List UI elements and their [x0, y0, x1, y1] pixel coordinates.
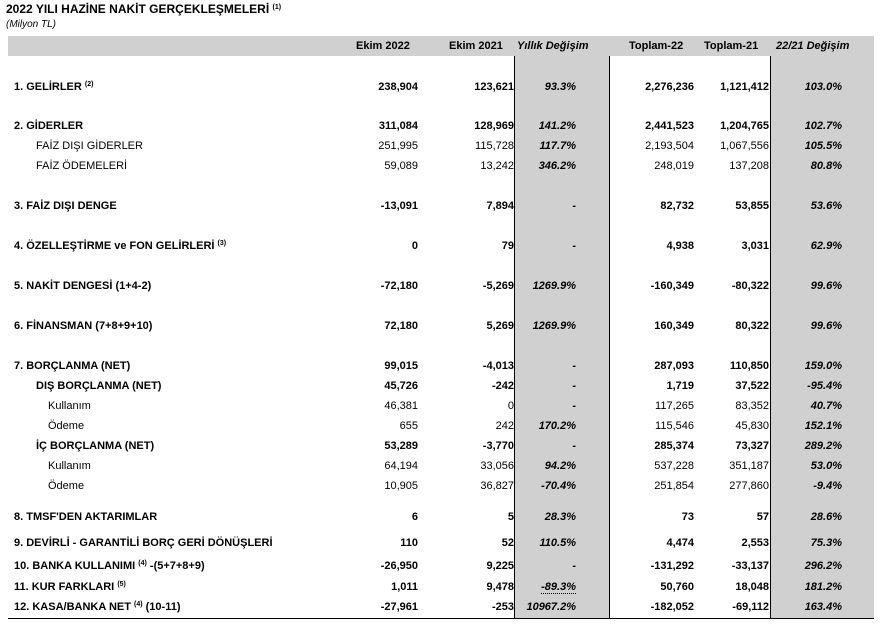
cell-toplam-22: 285,374 [654, 440, 694, 452]
cell-yearly-change: 346.2% [538, 160, 576, 172]
cell-ekim-2022: 53,289 [384, 440, 418, 452]
cell-toplam-22: 2,441,523 [645, 120, 694, 132]
cell-yearly-change: 1269.9% [532, 320, 576, 332]
cell-toplam-21: 53,855 [735, 200, 769, 212]
table-row [0, 420, 882, 436]
header-22-21-change: 22/21 Değişim [776, 40, 850, 52]
cell-ekim-2021: 115,728 [475, 140, 514, 152]
row-label: 9. DEVİRLİ - GARANTİLİ BORÇ GERİ DÖNÜŞLERİ [14, 537, 273, 549]
table-row [0, 280, 882, 296]
cell-ekim-2021: 7,894 [486, 200, 514, 212]
cell-ekim-2021: 0 [507, 400, 514, 412]
cell-toplam-22: 1,719 [666, 380, 694, 392]
cell-22-21-change: 163.4% [804, 601, 842, 613]
cell-ekim-2022: -13,091 [380, 200, 418, 212]
header-ekim-2021: Ekim 2021 [449, 40, 503, 52]
cell-toplam-21: -69,112 [732, 601, 769, 613]
cell-22-21-change: 40.7% [810, 400, 842, 412]
cell-toplam-22: -160,349 [650, 280, 694, 292]
cell-22-21-change: 99.6% [810, 320, 842, 332]
table-row [0, 460, 882, 476]
cell-22-21-change: 62.9% [810, 240, 842, 252]
table-row [0, 537, 882, 553]
table-row [0, 140, 882, 156]
cell-ekim-2022: 655 [399, 420, 418, 432]
cell-toplam-22: 248,019 [654, 160, 694, 172]
cell-22-21-change: 296.2% [804, 560, 842, 572]
cell-toplam-22: 251,854 [654, 480, 694, 492]
cell-ekim-2022: 10,905 [384, 480, 418, 492]
cell-22-21-change: 75.3% [810, 537, 842, 549]
cell-toplam-21: 18,048 [735, 581, 769, 593]
header-yearly-change: Yıllık Değişim [517, 40, 589, 52]
cell-ekim-2021: 33,056 [480, 460, 514, 472]
cell-toplam-21: -80,322 [731, 280, 769, 292]
cell-ekim-2022: 64,194 [384, 460, 418, 472]
row-label: 11. KUR FARKLARI $^{(5)}$ [14, 581, 126, 593]
cell-22-21-change: 105.5% [804, 140, 842, 152]
cell-22-21-change: 53.6% [810, 200, 842, 212]
row-label: Ödeme [48, 480, 85, 492]
cell-22-21-change: 53.0% [810, 460, 842, 472]
cell-ekim-2022: 0 [411, 240, 418, 252]
table-row [0, 320, 882, 336]
cell-ekim-2021: -4,013 [482, 360, 514, 372]
row-label: İÇ BORÇLANMA (NET) [36, 440, 155, 452]
cell-yearly-change: -89.3% [541, 581, 576, 593]
cell-toplam-22: 2,276,236 [645, 81, 694, 93]
cell-yearly-change: 141.2% [538, 120, 576, 132]
cell-ekim-2022: -26,950 [380, 560, 418, 572]
cell-toplam-21: 73,327 [735, 440, 769, 452]
cell-ekim-2021: 79 [501, 240, 514, 252]
cell-toplam-22: 287,093 [654, 360, 694, 372]
table-row [0, 480, 882, 496]
row-label: 1. GELİRLER $^{(2)}$ [14, 81, 94, 93]
table-row [0, 120, 882, 136]
table-row [0, 160, 882, 176]
cell-yearly-change: - [572, 240, 576, 252]
header-toplam-21: Toplam-21 [704, 40, 759, 52]
cell-toplam-22: 117,265 [655, 400, 694, 412]
cell-yearly-change: 1269.9% [532, 280, 576, 292]
cell-ekim-2021: 5,269 [486, 320, 514, 332]
table-row [0, 81, 882, 97]
cell-yearly-change: 28.3% [544, 511, 576, 523]
cell-toplam-21: 2,553 [741, 537, 769, 549]
cell-toplam-22: 537,228 [654, 460, 694, 472]
cell-ekim-2021: 9,225 [486, 560, 514, 572]
row-label: 6. FİNANSMAN (7+8+9+10) [14, 320, 153, 332]
cell-yearly-change: - [572, 360, 576, 372]
cell-toplam-21: 57 [756, 511, 769, 523]
cell-yearly-change: 10967.2% [526, 601, 576, 613]
cell-ekim-2022: 72,180 [384, 320, 418, 332]
cell-ekim-2021: -3,770 [482, 440, 514, 452]
table-row [0, 581, 882, 597]
cell-ekim-2021: 9,478 [486, 581, 514, 593]
cell-ekim-2022: -72,180 [380, 280, 418, 292]
cell-yearly-change: - [572, 200, 576, 212]
cell-yearly-change: 170.2% [538, 420, 576, 432]
cell-toplam-21: 45,830 [735, 420, 769, 432]
cell-toplam-21: 1,067,556 [720, 140, 769, 152]
cell-toplam-22: -182,052 [650, 601, 694, 613]
row-label: Kullanım [48, 400, 91, 412]
cell-ekim-2022: 6 [411, 511, 418, 523]
cell-22-21-change: 99.6% [810, 280, 842, 292]
cell-yearly-change: 94.2% [544, 460, 576, 472]
cell-toplam-21: -33,137 [731, 560, 769, 572]
row-label: 7. BORÇLANMA (NET) [14, 360, 131, 372]
cell-ekim-2021: 13,242 [480, 160, 514, 172]
cell-22-21-change: 159.0% [804, 360, 842, 372]
cell-ekim-2021: 52 [501, 537, 514, 549]
row-label: Kullanım [48, 460, 91, 472]
cell-toplam-21: 1,121,412 [720, 81, 769, 93]
cell-ekim-2022: 99,015 [384, 360, 418, 372]
cell-ekim-2021: -242 [491, 380, 514, 392]
cell-toplam-22: 2,193,504 [645, 140, 694, 152]
row-label: 8. TMSF'DEN AKTARIMLAR [14, 511, 158, 523]
page-title: 2022 YILI HAZİNE NAKİT GERÇEKLEŞMELERİ $^{(1)}$ [6, 2, 282, 16]
cell-ekim-2021: -253 [491, 601, 514, 613]
cell-22-21-change: 103.0% [804, 81, 842, 93]
cell-yearly-change: 110.5% [539, 537, 576, 549]
cell-toplam-22: 4,938 [666, 240, 694, 252]
cell-ekim-2021: 123,621 [474, 81, 514, 93]
table-row [0, 511, 882, 527]
cell-toplam-21: 277,860 [729, 480, 769, 492]
cell-toplam-22: 50,760 [660, 581, 694, 593]
cell-ekim-2022: 251,995 [378, 140, 418, 152]
cell-22-21-change: 181.2% [804, 581, 842, 593]
cell-ekim-2022: 46,381 [384, 400, 418, 412]
cell-toplam-21: 83,352 [735, 400, 769, 412]
cell-ekim-2021: -5,269 [482, 280, 514, 292]
cell-yearly-change: - [572, 400, 576, 412]
cell-yearly-change: 93.3% [544, 81, 576, 93]
cell-ekim-2021: 5 [507, 511, 514, 523]
table-row [0, 601, 882, 617]
table-row [0, 400, 882, 416]
cell-ekim-2022: -27,961 [380, 601, 418, 613]
row-label: 4. ÖZELLEŞTİRME ve FON GELİRLERİ $^{(3)}$ [14, 240, 227, 252]
cell-toplam-21: 110,850 [729, 360, 769, 372]
table-row [0, 200, 882, 216]
header-ekim-2022: Ekim 2022 [356, 40, 410, 52]
cell-ekim-2021: 36,827 [480, 480, 514, 492]
table-row [0, 360, 882, 376]
cell-toplam-22: 4,474 [666, 537, 694, 549]
cell-22-21-change: 289.2% [804, 440, 842, 452]
cell-yearly-change: - [572, 440, 576, 452]
cell-toplam-21: 137,208 [729, 160, 769, 172]
cell-ekim-2022: 1,011 [391, 581, 418, 593]
row-label: 2. GİDERLER [14, 120, 84, 132]
row-label: 5. NAKİT DENGESİ (1+4-2) [14, 280, 152, 292]
cell-ekim-2022: 45,726 [384, 380, 418, 392]
table-row [0, 240, 882, 256]
cell-ekim-2021: 242 [495, 420, 514, 432]
cell-22-21-change: 80.8% [810, 160, 842, 172]
table-row [0, 380, 882, 396]
cell-toplam-21: 351,187 [729, 460, 769, 472]
cell-ekim-2022: 238,904 [378, 81, 418, 93]
cell-22-21-change: -95.4% [807, 380, 842, 392]
cell-toplam-22: 160,349 [654, 320, 694, 332]
cell-22-21-change: -9.4% [813, 480, 842, 492]
row-label: 12. KASA/BANKA NET $^{(4)}$ (10-11) [14, 601, 181, 613]
cell-22-21-change: 28.6% [810, 511, 842, 523]
row-label: DIŞ BORÇLANMA (NET) [36, 380, 162, 392]
cell-yearly-change: - [572, 380, 576, 392]
header-toplam-22: Toplam-22 [629, 40, 684, 52]
cell-toplam-21: 3,031 [741, 240, 769, 252]
row-label: 3. FAİZ DIŞI DENGE [14, 200, 117, 212]
cell-ekim-2022: 110 [400, 537, 418, 549]
table-row [0, 440, 882, 456]
cell-toplam-22: 115,546 [655, 420, 694, 432]
row-label: Ödeme [48, 420, 85, 432]
cell-toplam-21: 1,204,765 [720, 120, 769, 132]
cell-toplam-22: 82,732 [660, 200, 694, 212]
cell-22-21-change: 152.1% [804, 420, 842, 432]
cell-toplam-21: 80,322 [735, 320, 769, 332]
row-label: FAİZ DIŞI GİDERLER [36, 140, 143, 152]
cell-toplam-21: 37,522 [735, 380, 769, 392]
cell-ekim-2022: 311,084 [378, 120, 418, 132]
cell-yearly-change: -70.4% [541, 480, 576, 492]
unit-subtitle: (Milyon TL) [6, 19, 57, 30]
cell-yearly-change: 117.7% [539, 140, 576, 152]
cell-22-21-change: 102.7% [804, 120, 842, 132]
table-row [0, 560, 882, 576]
cell-toplam-22: 73 [681, 511, 694, 523]
cell-ekim-2021: 128,969 [474, 120, 514, 132]
cell-ekim-2022: 59,089 [384, 160, 418, 172]
row-label: FAİZ ÖDEMELERİ [36, 160, 128, 172]
cell-yearly-change: - [572, 560, 576, 572]
table-bottom-rule [8, 618, 874, 619]
cell-toplam-22: -131,292 [650, 560, 694, 572]
row-label: 10. BANKA KULLANIMI $^{(4)}$ -(5+7+8+9) [14, 560, 205, 572]
